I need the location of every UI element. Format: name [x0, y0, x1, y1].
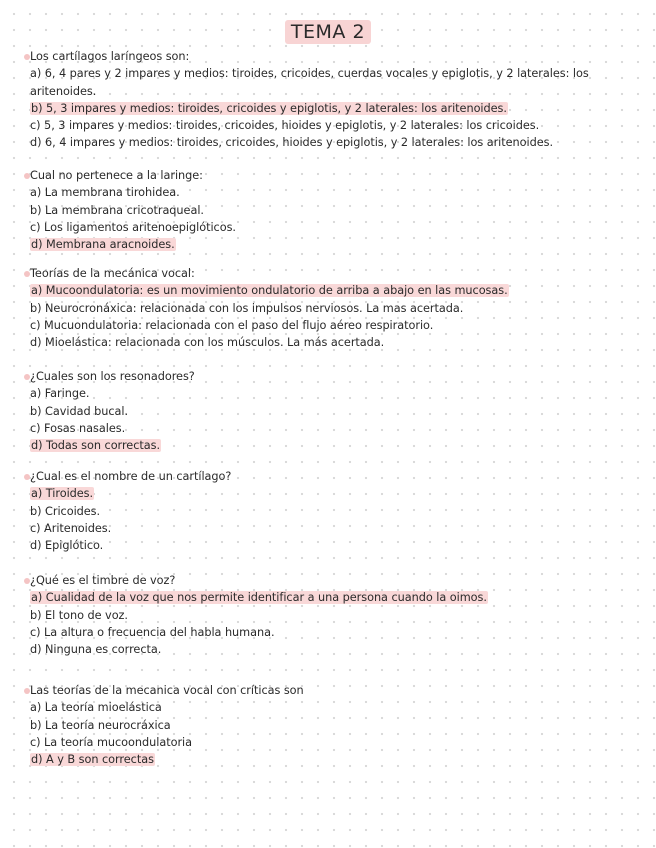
- answer-option-b: b) Cricoides.: [30, 504, 101, 518]
- highlighted-answer: d) Membrana aracnoides.: [31, 238, 175, 252]
- answer-option-b: b) Neurocronáxica: relacionada con los impulsos nerviosos. La mas acertada.: [30, 301, 464, 315]
- answer-option-b: b) El tono de voz.: [30, 608, 128, 622]
- answer-option-c: c) Aritenoides.: [30, 521, 112, 535]
- answer-option-b-correct: [30, 100, 636, 117]
- question-stem: ¿Cual es el nombre de un cartílago?: [30, 470, 232, 483]
- question-7: [30, 682, 636, 768]
- answer-option-a-correct: [30, 589, 636, 606]
- question-stem: Cual no pertenece a la laringe:: [30, 169, 203, 182]
- question-stem: ¿Cuales son los resonadores?: [30, 370, 195, 383]
- bullet-dot-icon: [24, 474, 30, 480]
- answer-option-a: a) Faringe.: [30, 387, 90, 401]
- page-title-wrap: [0, 20, 656, 44]
- answer-option-a: a) La teoría mioelástica: [30, 701, 162, 715]
- question-stem: Las teorías de la mecanica vocal con críticas son: [30, 684, 304, 697]
- highlighted-answer: a) Cualidad de la voz que nos permite identificar a una persona cuando la oimos.: [31, 591, 487, 605]
- question-5: [30, 468, 636, 554]
- highlighted-answer: a) Tiroides.: [31, 487, 94, 501]
- answer-option-b: b) La teoría neurocráxica: [30, 718, 171, 732]
- answer-option-b: b) Cavidad bucal.: [30, 404, 129, 418]
- bullet-dot-icon: [24, 173, 30, 179]
- answer-option-d: d) Ninguna es correcta.: [30, 643, 162, 657]
- question-1: [30, 48, 636, 152]
- highlighted-answer: d) A y B son correctas: [31, 753, 154, 767]
- question-stem: ¿Qué es el timbre de voz?: [30, 574, 176, 587]
- question-2: [30, 167, 636, 253]
- answer-option-c: c) La teoría mucoondulatoria: [30, 735, 193, 749]
- highlighted-answer: b) 5, 3 impares y medios: tiroides, cricoides y epiglotis, y 2 laterales: los aritenoides.: [31, 101, 507, 115]
- question-stem: Teorías de la mecánica vocal:: [30, 267, 195, 280]
- answer-option-c: c) Fosas nasales.: [30, 421, 126, 435]
- page-title: TEMA 2: [285, 20, 371, 44]
- bullet-dot-icon: [24, 688, 30, 694]
- highlighted-answer: a) Mucoondulatoria: es un movimiento ondulatorio de arriba a abajo en las mucosas.: [31, 284, 508, 298]
- question-stem: Los cartílagos laríngeos son:: [30, 50, 190, 63]
- answer-option-d-correct: [30, 236, 636, 253]
- answer-option-b: b) La membrana cricotraqueal.: [30, 203, 204, 217]
- answer-option-a: a) La membrana tirohidea.: [30, 186, 180, 200]
- bullet-dot-icon: [24, 578, 30, 584]
- answer-option-c: c) Los ligamentos aritenoepiglóticos.: [30, 220, 236, 234]
- highlighted-answer: d) Todas son correctas.: [31, 439, 160, 453]
- answer-option-c: c) Mucuondulatoria: relacionada con el paso del flujo aéreo respiratorio.: [30, 318, 434, 332]
- answer-option-d: d) Mioelástica: relacionada con los músculos. La más acertada.: [30, 336, 385, 350]
- bullet-dot-icon: [24, 54, 30, 60]
- question-3: [30, 265, 636, 351]
- answer-option-d: d) 6, 4 impares y medios: tiroides, cricoides, hioides y epiglotis, y 2 laterales: los aritenoides.: [30, 136, 554, 150]
- answer-option-a-correct: [30, 485, 636, 502]
- bullet-dot-icon: [24, 374, 30, 380]
- bullet-dot-icon: [24, 271, 30, 277]
- answer-option-c: c) La altura o frecuencia del habla humana.: [30, 625, 275, 639]
- answer-option-a-correct: [30, 282, 636, 299]
- answer-option-d: d) Epiglótico.: [30, 539, 104, 553]
- answer-option-c: c) 5, 3 impares y medios: tiroides, cricoides, hioides y epiglotis, y 2 laterales: los cricoides.: [30, 119, 540, 133]
- question-6: [30, 572, 636, 658]
- answer-option-a: a) 6, 4 pares y 2 impares y medios: tiroides, cricoides, cuerdas vocales y epiglotis, y 2 laterales: los aritenoides.: [30, 67, 589, 98]
- answer-option-d-correct: [30, 751, 636, 768]
- answer-option-d-correct: [30, 437, 636, 454]
- question-4: [30, 368, 636, 454]
